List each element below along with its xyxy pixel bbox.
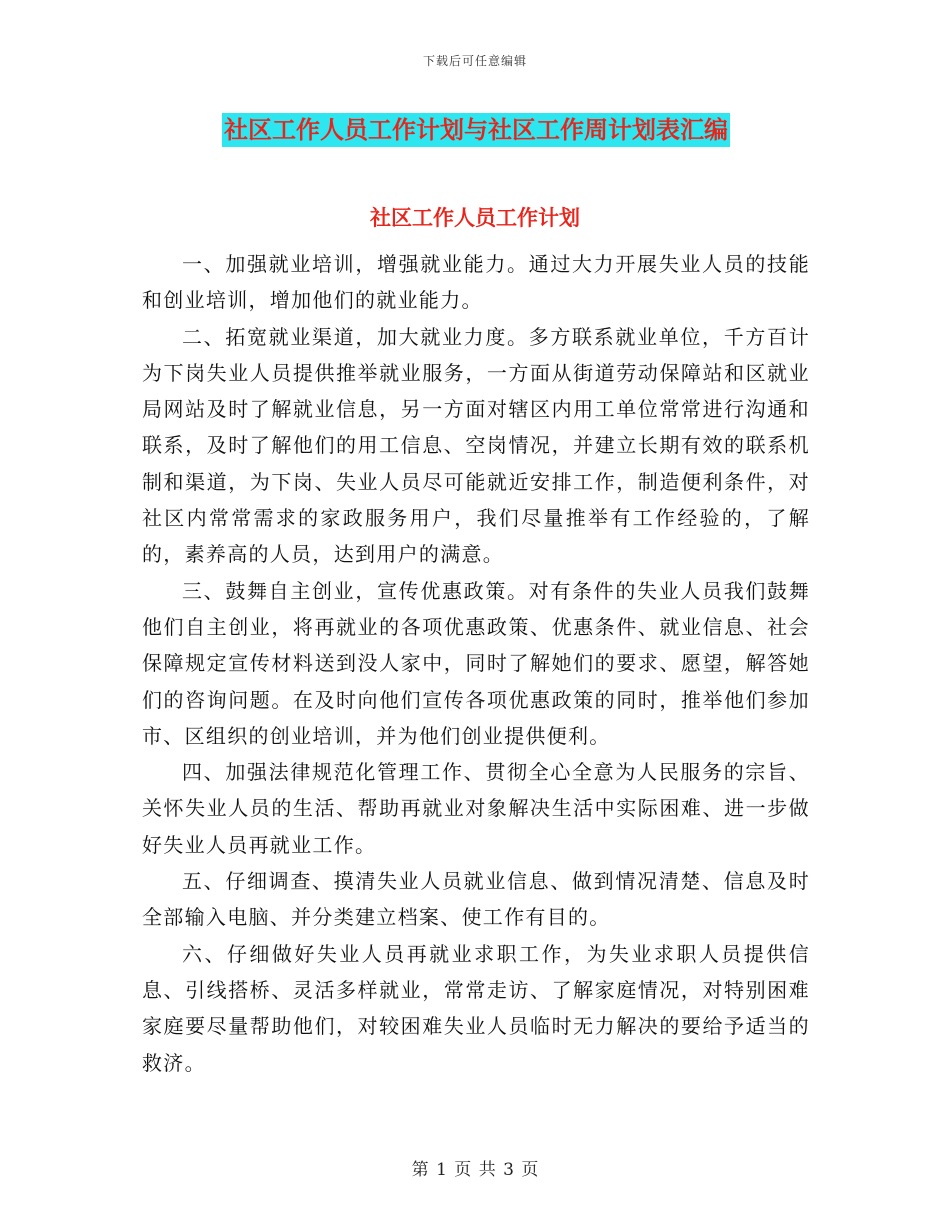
paragraph-4: 四、加强法律规范化管理工作、贯彻全心全意为人民服务的宗旨、关怀失业人员的生活、帮助再就业对象解决生活中实际困难、进一步做好失业人员再就业工作。 xyxy=(142,760,810,857)
paragraph-2: 二、拓宽就业渠道，加大就业力度。多方联系就业单位，千方百计为下岗失业人员提供推举就业服务，一方面从街道劳动保障站和区就业局网站及时了解就业信息，另一方面对辖区内用工单位常常进行沟通和联系，及时了解他们的用工信息、空岗情况，并建立长期有效的联系机制和渠道，为下岗、失业人员尽可能就近安排工作，制造便利条件，对社区内常常需求的家政服务用户，我们尽量推举有工作经验的，了解的，素养高的人员，达到用户的满意。 xyxy=(142,324,810,567)
header-note: 下载后可任意编辑 xyxy=(422,54,527,68)
paragraph-5: 五、仔细调查、摸清失业人员就业信息、做到情况清楚、信息及时全部输入电脑、并分类建立档案、使工作有目的。 xyxy=(142,869,810,930)
document-title: 社区工作人员工作计划与社区工作周计划表汇编 xyxy=(222,113,730,147)
paragraph-3: 三、鼓舞自主创业，宣传优惠政策。对有条件的失业人员我们鼓舞他们自主创业，将再就业的各项优惠政策、优惠条件、就业信息、社会保障规定宣传材料送到没人家中，同时了解她们的要求、愿望，解答她们的咨询问题。在及时向他们宣传各项优惠政策的同时，推举他们参加市、区组织的创业培训，并为他们创业提供便利。 xyxy=(142,578,810,748)
page-number-footer: 第 1 页 共 3 页 xyxy=(411,1160,539,1180)
body-text xyxy=(142,246,810,1081)
paragraph-1: 一、加强就业培训，增强就业能力。通过大力开展失业人员的技能和创业培训，增加他们的就业能力。 xyxy=(142,252,810,313)
section-title: 社区工作人员工作计划 xyxy=(370,205,580,230)
paragraph-6: 六、仔细做好失业人员再就业求职工作，为失业求职人员提供信息、引线搭桥、灵活多样就业，常常走访、了解家庭情况，对特别困难家庭要尽量帮助他们，对较困难失业人员临时无力解决的要给予适当的救济。 xyxy=(142,941,810,1075)
